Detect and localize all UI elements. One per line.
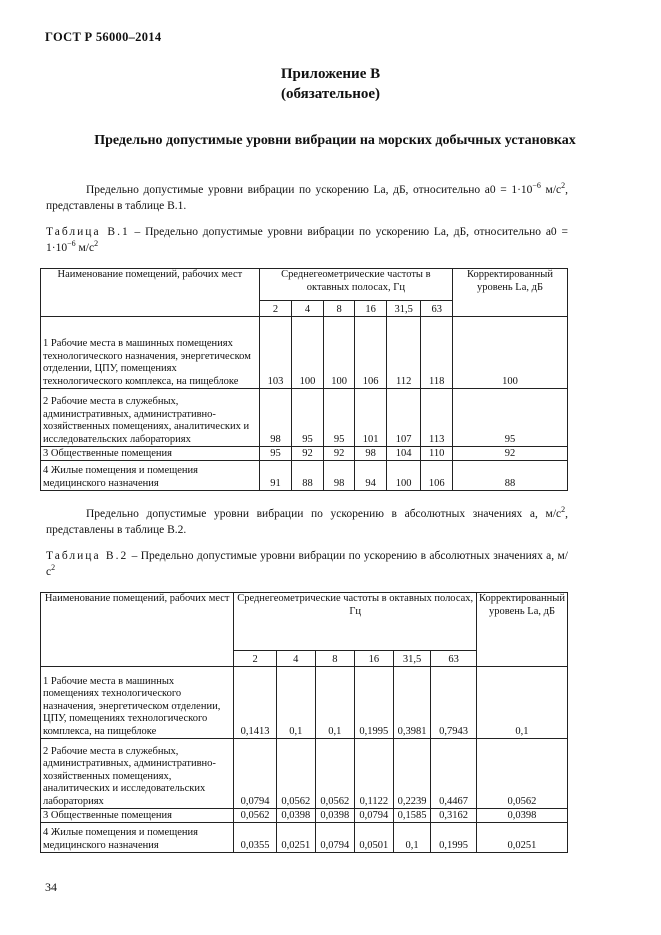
appendix-title: Приложение В (280, 66, 381, 82)
table2-value-cell: 0,0501 (354, 823, 393, 853)
table2-header-freq: Среднегеометрические частоты в октавных полосах, Гц (234, 593, 477, 651)
table1-freq-cell: 31,5 (386, 301, 421, 317)
table1-corr-cell: 88 (452, 461, 567, 491)
table1-value-cell: 92 (323, 447, 355, 461)
para1-exp: −6 (532, 181, 541, 191)
paragraph-2 (46, 506, 568, 538)
table1-header-room: Наименование помещений, рабочих мест (41, 269, 260, 317)
para2-exp: 2 (561, 505, 566, 515)
table2-room-name: 1 Рабочие места в машинных помещениях технологического назначения, энергетическом отделении, ЦПУ, помещениях технологического комплекса, на пищеблоке (41, 667, 234, 739)
table1-value-cell: 103 (259, 317, 292, 389)
table1-freq-cell: 63 (421, 301, 453, 317)
table1-value-cell: 95 (323, 389, 355, 447)
table2-corr-cell: 0,0562 (476, 739, 567, 809)
table1-value-cell: 110 (421, 447, 453, 461)
table1-value-cell: 106 (355, 317, 387, 389)
para2-text-b: , представлены в таблице В.2. (46, 508, 568, 536)
table1-label: Таблица В.1 (46, 226, 130, 238)
table2-value-cell: 0,1 (276, 667, 315, 739)
table2-room-name: 2 Рабочие места в служебных, административных, административно-хозяйственных помещениях, аналитических и исследовательских лабораториях (41, 739, 234, 809)
table2-freq-cell: 16 (354, 651, 393, 667)
table2-value-cell: 0,0794 (234, 739, 276, 809)
table2-value-cell: 0,7943 (431, 667, 477, 739)
para1-text-c: , представлены в таблице В.1. (46, 184, 568, 212)
table1-value-cell: 98 (355, 447, 387, 461)
document-header: ГОСТ Р 56000–2014 (45, 30, 162, 44)
paragraph-1 (46, 182, 568, 214)
table1-value-cell: 98 (259, 389, 292, 447)
table2-label: Таблица В.2 (46, 550, 129, 562)
para1-text-a: Предельно допустимые уровни вибрации по ускорению La, дБ, относительно a0 = 1·10 (86, 184, 533, 196)
table2-value-cell: 0,0794 (315, 823, 354, 853)
table2-value-cell: 0,1585 (393, 809, 430, 823)
table2-freq-cell: 31,5 (393, 651, 430, 667)
table1-value-cell: 113 (421, 389, 453, 447)
table1-value-cell: 94 (355, 461, 387, 491)
table2-corr-cell: 0,0398 (476, 809, 567, 823)
table-row (41, 461, 568, 491)
table1-room-name: 1 Рабочие места в машинных помещениях технологического назначения, энергетическом отделении, ЦПУ, помещениях технологического комплекса, на пищеблоке (41, 317, 260, 389)
table-row (41, 667, 568, 739)
table1-value-cell: 95 (292, 389, 324, 447)
table2-room-name: 4 Жилые помещения и помещения медицинского назначения (41, 823, 234, 853)
table1-caption-text: – Предельно допустимые уровни вибрации по ускорению La, дБ, относительно a0 = 1·10 (46, 226, 568, 254)
table1-caption (46, 224, 568, 256)
table2-freq-cell: 63 (431, 651, 477, 667)
table1-freq-cell: 8 (323, 301, 355, 317)
table2-value-cell: 0,0794 (354, 809, 393, 823)
para1-exp2: 2 (561, 181, 566, 191)
table1-value-cell: 88 (292, 461, 324, 491)
table2-value-cell: 0,3981 (393, 667, 430, 739)
table1-value-cell: 92 (292, 447, 324, 461)
table2-room-name: 3 Общественные помещения (41, 809, 234, 823)
table1-caption-exp: −6 (67, 239, 76, 249)
table2-header-room: Наименование помещений, рабочих мест (41, 593, 234, 667)
table2-value-cell: 0,0562 (315, 739, 354, 809)
table1-header-corr: Корректированный уровень La, дБ (452, 269, 567, 317)
table1-corr-cell: 95 (452, 389, 567, 447)
table2-value-cell: 0,0251 (276, 823, 315, 853)
table1-caption-text-b: м/с (75, 242, 95, 254)
table-row (41, 389, 568, 447)
page-number: 34 (45, 880, 57, 894)
table1-room-name: 3 Общественные помещения (41, 447, 260, 461)
table1-corr-cell: 100 (452, 317, 567, 389)
table-row (41, 317, 568, 389)
table2-value-cell: 0,0398 (315, 809, 354, 823)
table1-caption-exp2: 2 (94, 239, 99, 249)
table1-header-freq: Среднегеометрические частоты в октавных полосах, Гц (259, 269, 452, 301)
table2-value-cell: 0,1413 (234, 667, 276, 739)
table1-value-cell: 98 (323, 461, 355, 491)
table2-value-cell: 0,0562 (276, 739, 315, 809)
table-row (41, 823, 568, 853)
table-row (41, 447, 568, 461)
table-b1 (40, 268, 568, 491)
table1-value-cell: 118 (421, 317, 453, 389)
table1-value-cell: 95 (259, 447, 292, 461)
table1-corr-cell: 92 (452, 447, 567, 461)
table2-value-cell: 0,4467 (431, 739, 477, 809)
table2-corr-cell: 0,1 (476, 667, 567, 739)
table1-value-cell: 100 (292, 317, 324, 389)
table2-value-cell: 0,1 (315, 667, 354, 739)
table1-value-cell: 104 (386, 447, 421, 461)
table1-freq-cell: 2 (259, 301, 292, 317)
table2-value-cell: 0,1 (393, 823, 430, 853)
table2-header-corr: Корректированный уровень La, дБ (476, 593, 567, 667)
table1-room-name: 4 Жилые помещения и помещения медицинского назначения (41, 461, 260, 491)
table1-freq-cell: 16 (355, 301, 387, 317)
appendix-subtitle: (обязательное) (280, 86, 381, 102)
table2-caption (46, 548, 568, 580)
table2-corr-cell: 0,0251 (476, 823, 567, 853)
table2-value-cell: 0,1995 (431, 823, 477, 853)
table1-value-cell: 112 (386, 317, 421, 389)
table2-value-cell: 0,0398 (276, 809, 315, 823)
table2-value-cell: 0,0355 (234, 823, 276, 853)
table-b2 (40, 592, 568, 853)
table1-room-name: 2 Рабочие места в служебных, административных, административно-хозяйственных помещениях, аналитических и исследовательских лабораториях (41, 389, 260, 447)
table1-value-cell: 101 (355, 389, 387, 447)
table2-value-cell: 0,1995 (354, 667, 393, 739)
table2-value-cell: 0,3162 (431, 809, 477, 823)
table2-caption-text: – Предельно допустимые уровни вибрации по ускорению в абсолютных значениях a, м/с (46, 550, 568, 578)
table2-value-cell: 0,1122 (354, 739, 393, 809)
table1-value-cell: 107 (386, 389, 421, 447)
table2-freq-cell: 4 (276, 651, 315, 667)
table2-freq-cell: 8 (315, 651, 354, 667)
para1-text-b: м/с (540, 184, 562, 196)
section-title: Предельно допустимые уровни вибрации на морских добычных установках (94, 133, 576, 148)
table-row (41, 739, 568, 809)
table1-value-cell: 100 (323, 317, 355, 389)
table2-freq-cell: 2 (234, 651, 276, 667)
table2-caption-exp: 2 (51, 563, 56, 573)
table1-freq-cell: 4 (292, 301, 324, 317)
para2-text-a: Предельно допустимые уровни вибрации по ускорению в абсолютных значениях a, м/с (86, 508, 562, 520)
table1-value-cell: 106 (421, 461, 453, 491)
table2-value-cell: 0,0562 (234, 809, 276, 823)
table1-value-cell: 100 (386, 461, 421, 491)
table2-value-cell: 0,2239 (393, 739, 430, 809)
table-row (41, 809, 568, 823)
table1-value-cell: 91 (259, 461, 292, 491)
